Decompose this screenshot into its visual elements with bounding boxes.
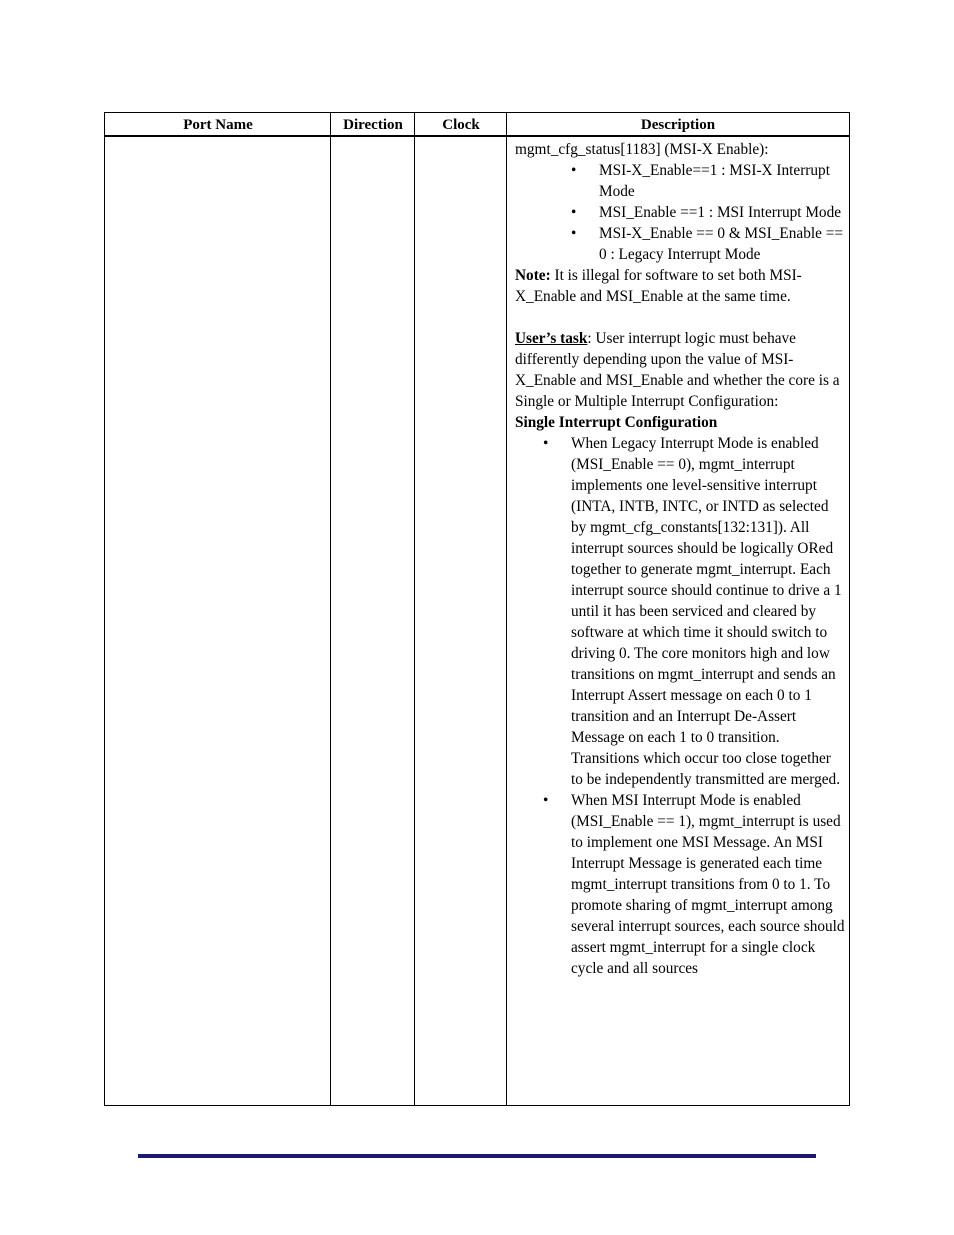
- description-intro: mgmt_cfg_status[1183] (MSI-X Enable):: [515, 141, 769, 158]
- users-task-text: : User interrupt logic must behave differently depending upon the value of MSI-X_Enable and MSI_Enable and whether the core is a Single or Multiple Interrupt Configuration:: [515, 330, 840, 410]
- single-config-heading: Single Interrupt Configuration: [515, 414, 718, 431]
- list-item: • MSI-X_Enable == 0 & MSI_Enable == 0 : Legacy Interrupt Mode: [515, 223, 845, 265]
- header-clock: Clock: [442, 117, 480, 133]
- port-description-table: [104, 112, 850, 1106]
- column-divider-2: [414, 113, 415, 1105]
- header-port-name: Port Name: [183, 117, 253, 133]
- note-label: Note:: [515, 267, 551, 284]
- list-item: • When Legacy Interrupt Mode is enabled (MSI_Enable == 0), mgmt_interrupt implements one level-sensitive interrupt (INTA, INTB, INTC, or INTD as selected by mgmt_cfg_constants[132:131]). All interrupt sources should be logically ORed together to generate mgmt_interrupt. Each interrupt source should continue to drive a 1 until it has been serviced and cleared by software at which time it should switch to driving 0. The core monitors high and low transitions on mgmt_interrupt and sends an Interrupt Assert message on each 0 to 1 transition and an Interrupt De-Assert Message on each 1 to 0 transition. Transitions which occur too close together to be independently transmitted are merged.: [515, 433, 845, 790]
- note-text: It is illegal for software to set both MSI-X_Enable and MSI_Enable at the same time.: [515, 267, 802, 305]
- note-paragraph: [515, 265, 845, 307]
- footer-rule: [138, 1154, 816, 1158]
- list-item: • MSI-X_Enable==1 : MSI-X Interrupt Mode: [515, 160, 845, 202]
- users-task-label: User’s task: [515, 330, 588, 347]
- list-item: • When MSI Interrupt Mode is enabled (MSI_Enable == 1), mgmt_interrupt is used to implement one MSI Message. An MSI Interrupt Message is generated each time mgmt_interrupt transitions from 0 to 1. To promote sharing of mgmt_interrupt among several interrupt sources, each source should assert mgmt_interrupt for a single clock cycle and all sources: [515, 790, 845, 979]
- column-divider-3: [506, 113, 507, 1105]
- column-divider-1: [330, 113, 331, 1105]
- paragraph-spacer: [515, 307, 845, 328]
- mode-list: [515, 160, 845, 265]
- table-header-row: [105, 113, 849, 137]
- header-description: Description: [640, 117, 716, 133]
- list-item: • MSI_Enable ==1 : MSI Interrupt Mode: [515, 202, 845, 223]
- description-cell: [515, 139, 845, 979]
- users-task-paragraph: [515, 328, 845, 412]
- header-direction: Direction: [343, 117, 403, 133]
- single-config-list: [515, 433, 845, 979]
